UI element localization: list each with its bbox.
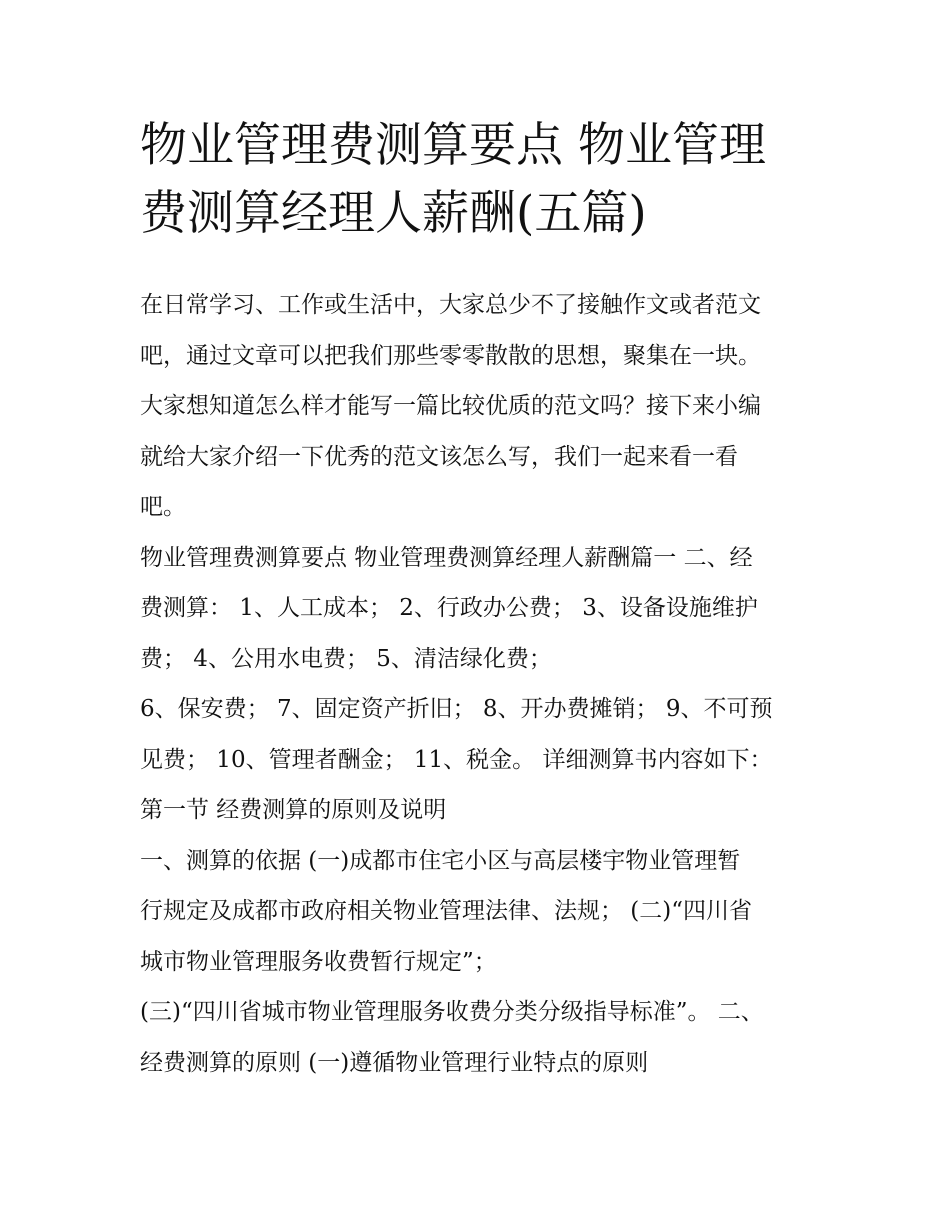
body-line: 行规定及成都市政府相关物业管理法律、法规； (二)“四川省 [140, 898, 753, 924]
body-line: 第一节 经费测算的原则及说明 [140, 797, 447, 823]
body-line: 吧，通过文章可以把我们那些零零散散的思想，聚集在一块。 [140, 342, 761, 369]
body-line: (三)“四川省城市物业管理服务收费分类分级指导标准”。 二、 [140, 999, 764, 1025]
body-line: 在日常学习、工作或生活中，大家总少不了接触作文或者范文 [140, 292, 761, 318]
body-line: 经费测算的原则 (一)遵循物业管理行业特点的原则 [140, 1049, 649, 1076]
body-line: 吧。 [140, 494, 186, 520]
document-body [140, 280, 830, 1088]
body-line: 一、测算的依据 (一)成都市住宅小区与高层楼宇物业管理暂 [140, 847, 741, 874]
body-line: 见费； 10、管理者酬金； 11、税金。 详细测算书内容如下： [140, 746, 773, 773]
title-line: 费测算经理人薪酬(五篇) [140, 186, 647, 241]
body-line: 物业管理费测算要点 物业管理费测算经理人薪酬篇一 二、经 [140, 544, 753, 571]
body-line: 6、保安费； 7、固定资产折旧； 8、开办费摊销； 9、不可预 [140, 696, 773, 722]
body-line: 费测算： 1、人工成本； 2、行政办公费； 3、设备设施维护 [140, 595, 758, 621]
title-line: 物业管理费测算要点 物业管理 [140, 118, 766, 173]
body-line: 就给大家介绍一下优秀的范文该怎么写，我们一起来看一看 [140, 443, 738, 470]
document-title [140, 112, 820, 248]
body-line: 费； 4、公用水电费； 5、清洁绿化费； [140, 645, 552, 672]
body-line: 城市物业管理服务收费暂行规定”； [140, 948, 497, 975]
body-line: 大家想知道怎么样才能写一篇比较优质的范文吗？接下来小编 [140, 393, 761, 419]
